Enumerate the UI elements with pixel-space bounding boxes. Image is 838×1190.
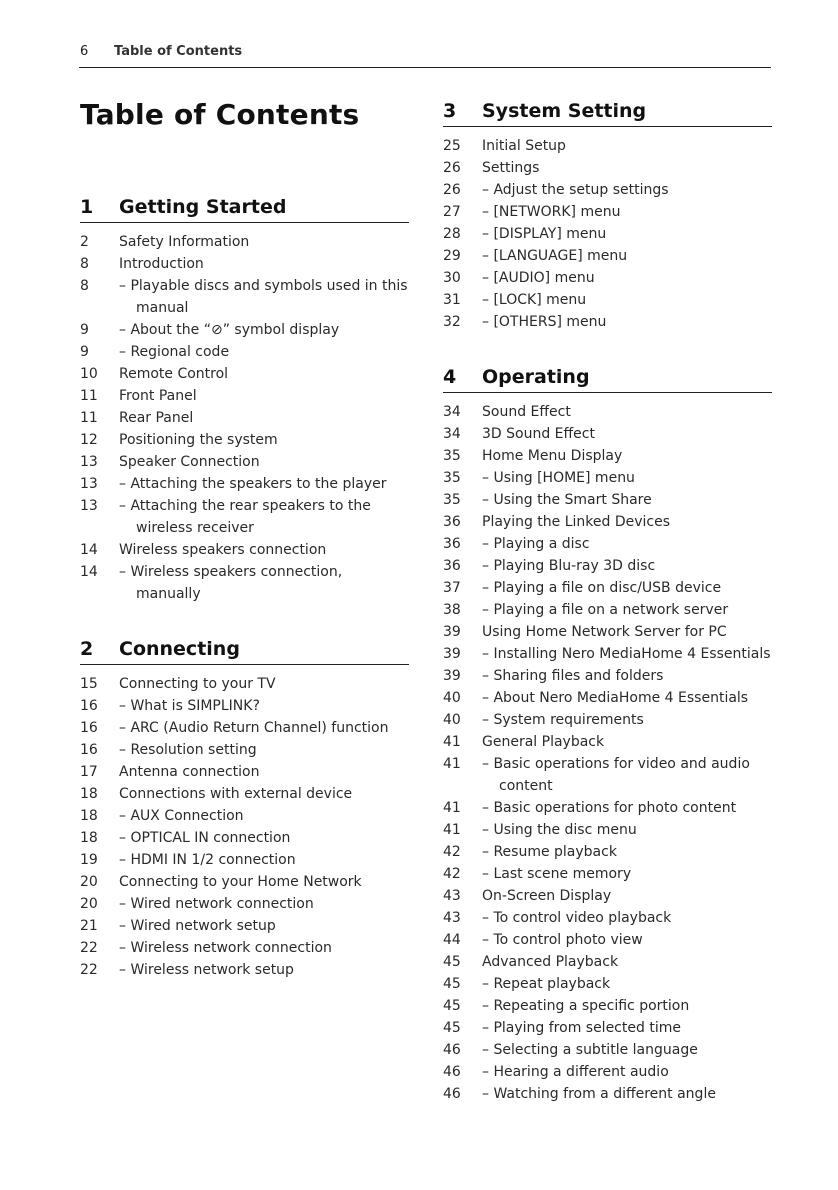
page-title: Table of Contents	[80, 98, 360, 131]
toc-entry-text: – Playing a file on a network server	[482, 602, 729, 618]
toc-entry-text: – Adjust the setup settings	[482, 182, 669, 198]
toc-entry-page: 37	[443, 580, 461, 596]
toc-entry-page: 39	[443, 668, 461, 684]
toc-entry-page: 18	[80, 786, 98, 802]
toc-entry-page: 27	[443, 204, 461, 220]
toc-entry-text: – To control photo view	[482, 932, 643, 948]
toc-entry-text: – Wireless speakers connection, manually	[119, 564, 343, 602]
toc-entry-page: 45	[443, 1020, 461, 1036]
toc-entry-text: – To control video playback	[482, 910, 672, 926]
toc-entry-text: – Wired network setup	[119, 918, 276, 934]
toc-entry-text: – Playing from selected time	[482, 1020, 681, 1036]
toc-entry	[443, 621, 772, 643]
toc-entry-text: Connecting to your TV	[119, 676, 276, 692]
section-title: Getting Started	[119, 196, 287, 218]
toc-entry-text: Playing the Linked Devices	[482, 514, 671, 530]
toc-entry-text: – Basic operations for video and audio content	[482, 756, 750, 794]
toc-entry-text: – Attaching the speakers to the player	[119, 476, 387, 492]
toc-entry-text: Advanced Playback	[482, 954, 619, 970]
toc-entry-text: – About the “⊘” symbol display	[119, 322, 340, 338]
toc-entry-text: – Watching from a different angle	[482, 1086, 716, 1102]
toc-entry-text: – Basic operations for photo content	[482, 800, 737, 816]
toc-entry	[443, 555, 772, 577]
toc-entry-page: 13	[80, 498, 98, 514]
toc-entry-text: – OPTICAL IN connection	[119, 830, 291, 846]
section-number: 3	[443, 100, 457, 122]
toc-entry	[443, 951, 772, 973]
toc-entry-text: Positioning the system	[119, 432, 278, 448]
section-heading	[443, 100, 772, 127]
toc-entry	[443, 797, 772, 819]
toc-entry-page: 41	[443, 756, 461, 772]
toc-entry	[80, 673, 409, 695]
toc-entry	[443, 489, 772, 511]
header-title: Table of Contents	[114, 44, 243, 59]
toc-entry-text: – HDMI IN 1/2 connection	[119, 852, 296, 868]
toc-entry-text: Front Panel	[119, 388, 197, 404]
toc-entry-page: 21	[80, 918, 98, 934]
toc-entry-page: 38	[443, 602, 461, 618]
toc-entry	[80, 495, 409, 539]
toc-entry-page: 46	[443, 1064, 461, 1080]
toc-entry-text: – Playing a file on disc/USB device	[482, 580, 722, 596]
toc-entry	[443, 819, 772, 841]
toc-entry-text: Using Home Network Server for PC	[482, 624, 727, 640]
toc-entry-text: – [DISPLAY] menu	[482, 226, 607, 242]
toc-entry-page: 36	[443, 558, 461, 574]
toc-entry-text: – Playable discs and symbols used in this manual	[119, 278, 408, 316]
toc-entry-page: 22	[80, 962, 98, 978]
section-heading	[80, 638, 409, 665]
toc-entry-text: – Playing Blu-ray 3D disc	[482, 558, 656, 574]
toc-entry-page: 16	[80, 720, 98, 736]
toc-entry-text: – Last scene memory	[482, 866, 632, 882]
toc-entry-page: 40	[443, 712, 461, 728]
toc-entries	[443, 135, 772, 333]
toc-entry-text: – Hearing a different audio	[482, 1064, 669, 1080]
toc-entry-text: Home Menu Display	[482, 448, 623, 464]
section-title: Connecting	[119, 638, 240, 660]
toc-entry	[443, 223, 772, 245]
toc-entry-page: 9	[80, 344, 89, 360]
toc-entry	[443, 665, 772, 687]
toc-entry	[443, 445, 772, 467]
toc-entry-page: 42	[443, 844, 461, 860]
toc-entry-text: – Wired network connection	[119, 896, 314, 912]
toc-entry-page: 22	[80, 940, 98, 956]
toc-entry	[443, 753, 772, 797]
section-heading	[80, 196, 409, 223]
toc-entry	[443, 423, 772, 445]
toc-entry-page: 20	[80, 896, 98, 912]
toc-entry-text: Antenna connection	[119, 764, 260, 780]
toc-entry-page: 43	[443, 888, 461, 904]
toc-entry-page: 46	[443, 1086, 461, 1102]
toc-entry-page: 19	[80, 852, 98, 868]
toc-entry-text: – [LOCK] menu	[482, 292, 587, 308]
toc-entry	[80, 849, 409, 871]
toc-entry-page: 39	[443, 624, 461, 640]
toc-entry-text: Rear Panel	[119, 410, 194, 426]
toc-entry	[443, 995, 772, 1017]
section-title: System Setting	[482, 100, 647, 122]
toc-entry	[80, 253, 409, 275]
toc-entry-text: – [OTHERS] menu	[482, 314, 607, 330]
toc-entry-page: 29	[443, 248, 461, 264]
toc-entry-text: – Attaching the rear speakers to the wireless receiver	[119, 498, 371, 536]
page-header	[79, 42, 771, 68]
toc-entry	[80, 871, 409, 893]
toc-entry-page: 25	[443, 138, 461, 154]
section-getting-started	[80, 196, 409, 605]
toc-entry	[443, 135, 772, 157]
toc-entry-page: 13	[80, 476, 98, 492]
toc-entry-page: 8	[80, 256, 89, 272]
toc-entry-page: 35	[443, 470, 461, 486]
toc-entry-text: – Resume playback	[482, 844, 617, 860]
toc-entry-text: – [LANGUAGE] menu	[482, 248, 628, 264]
toc-entry	[443, 157, 772, 179]
toc-entry-page: 13	[80, 454, 98, 470]
toc-entry-page: 45	[443, 976, 461, 992]
toc-entry	[80, 805, 409, 827]
toc-entry-text: – Repeat playback	[482, 976, 611, 992]
toc-entry	[443, 179, 772, 201]
toc-entry-page: 16	[80, 742, 98, 758]
section-title: Operating	[482, 366, 590, 388]
toc-entry-text: – Wireless network setup	[119, 962, 294, 978]
toc-entry	[443, 643, 772, 665]
toc-entry-text: – Using [HOME] menu	[482, 470, 635, 486]
toc-entry-page: 46	[443, 1042, 461, 1058]
toc-entry-text: Safety Information	[119, 234, 250, 250]
toc-entry	[80, 341, 409, 363]
toc-entry	[80, 231, 409, 253]
toc-entry-page: 30	[443, 270, 461, 286]
toc-entry	[443, 1061, 772, 1083]
toc-entry-text: Settings	[482, 160, 540, 176]
section-system-setting	[443, 100, 772, 333]
toc-entry-page: 26	[443, 182, 461, 198]
toc-entry-page: 45	[443, 998, 461, 1014]
section-number: 4	[443, 366, 457, 388]
toc-entry-page: 15	[80, 676, 98, 692]
toc-entry-text: Connecting to your Home Network	[119, 874, 362, 890]
toc-entry	[80, 319, 409, 341]
toc-entry-page: 39	[443, 646, 461, 662]
toc-entry-text: – Installing Nero MediaHome 4 Essentials	[482, 646, 771, 662]
section-operating	[443, 366, 772, 1105]
toc-entry-text: 3D Sound Effect	[482, 426, 595, 442]
toc-entry	[443, 973, 772, 995]
toc-entry-page: 17	[80, 764, 98, 780]
toc-entry-text: – System requirements	[482, 712, 644, 728]
toc-entry-text: – [AUDIO] menu	[482, 270, 595, 286]
toc-entry-page: 40	[443, 690, 461, 706]
toc-entry-text: On-Screen Display	[482, 888, 612, 904]
toc-entry-text: Speaker Connection	[119, 454, 260, 470]
toc-entry	[443, 201, 772, 223]
toc-entry	[443, 841, 772, 863]
section-heading	[443, 366, 772, 393]
toc-entry	[443, 1083, 772, 1105]
toc-entry	[80, 363, 409, 385]
toc-entry-page: 18	[80, 808, 98, 824]
toc-entry	[443, 289, 772, 311]
toc-entry	[443, 311, 772, 333]
toc-entry-page: 20	[80, 874, 98, 890]
toc-entry	[80, 275, 409, 319]
toc-entry	[443, 1017, 772, 1039]
toc-entry-text: – Repeating a specific portion	[482, 998, 690, 1014]
toc-entry-page: 9	[80, 322, 89, 338]
toc-entry-text: – What is SIMPLINK?	[119, 698, 260, 714]
toc-entry	[443, 863, 772, 885]
toc-entry	[443, 929, 772, 951]
toc-entry	[443, 885, 772, 907]
toc-entry-page: 35	[443, 492, 461, 508]
toc-entry	[80, 959, 409, 981]
toc-entry-page: 28	[443, 226, 461, 242]
toc-entry-text: – Sharing files and folders	[482, 668, 664, 684]
toc-entry-page: 42	[443, 866, 461, 882]
header-page-number: 6	[80, 44, 89, 59]
toc-entry	[80, 761, 409, 783]
toc-entry-text: General Playback	[482, 734, 605, 750]
toc-entry-text: – ARC (Audio Return Channel) function	[119, 720, 389, 736]
toc-entry-page: 26	[443, 160, 461, 176]
toc-entry-text: Remote Control	[119, 366, 229, 382]
toc-entry	[80, 893, 409, 915]
toc-entry-page: 41	[443, 734, 461, 750]
toc-entry	[80, 937, 409, 959]
toc-entry	[443, 401, 772, 423]
toc-entry-text: Introduction	[119, 256, 204, 272]
toc-entry	[443, 267, 772, 289]
toc-entry-page: 45	[443, 954, 461, 970]
toc-entry	[443, 687, 772, 709]
toc-entry-page: 2	[80, 234, 89, 250]
toc-entry-page: 41	[443, 800, 461, 816]
toc-entry	[443, 709, 772, 731]
toc-entry-text: Wireless speakers connection	[119, 542, 327, 558]
toc-entry-text: – Using the Smart Share	[482, 492, 652, 508]
toc-entry-text: Sound Effect	[482, 404, 571, 420]
toc-entry	[443, 599, 772, 621]
toc-entry-text: Initial Setup	[482, 138, 566, 154]
toc-entry-page: 41	[443, 822, 461, 838]
toc-entry-text: Connections with external device	[119, 786, 353, 802]
toc-entry	[80, 915, 409, 937]
toc-entry-page: 36	[443, 514, 461, 530]
toc-entry	[443, 467, 772, 489]
toc-entry-page: 36	[443, 536, 461, 552]
toc-entry	[80, 717, 409, 739]
toc-entry	[80, 783, 409, 805]
toc-entry	[80, 695, 409, 717]
toc-entry	[80, 429, 409, 451]
toc-entry	[80, 827, 409, 849]
toc-entry-text: – AUX Connection	[119, 808, 244, 824]
section-number: 1	[80, 196, 94, 218]
toc-entry-page: 11	[80, 410, 98, 426]
toc-entry-text: – Resolution setting	[119, 742, 257, 758]
toc-entry	[443, 907, 772, 929]
toc-entry	[80, 451, 409, 473]
toc-entry-page: 32	[443, 314, 461, 330]
toc-entry-page: 11	[80, 388, 98, 404]
toc-entry-page: 43	[443, 910, 461, 926]
toc-entry-text: – Wireless network connection	[119, 940, 332, 956]
toc-entry-text: – Using the disc menu	[482, 822, 637, 838]
toc-entry-page: 18	[80, 830, 98, 846]
toc-entries	[80, 231, 409, 605]
toc-entry-text: – [NETWORK] menu	[482, 204, 621, 220]
toc-entry	[80, 561, 409, 605]
toc-entry-text: – About Nero MediaHome 4 Essentials	[482, 690, 749, 706]
section-connecting	[80, 638, 409, 981]
toc-entry-page: 31	[443, 292, 461, 308]
toc-entry-text: – Regional code	[119, 344, 230, 360]
toc-entry	[443, 577, 772, 599]
toc-entry-page: 34	[443, 404, 461, 420]
toc-entry-page: 14	[80, 542, 98, 558]
toc-entry-page: 8	[80, 278, 89, 294]
toc-entry	[443, 245, 772, 267]
toc-entries	[443, 401, 772, 1105]
toc-entry	[80, 473, 409, 495]
toc-entry-text: – Playing a disc	[482, 536, 590, 552]
toc-entry	[443, 1039, 772, 1061]
toc-entry	[80, 539, 409, 561]
toc-entry	[80, 739, 409, 761]
toc-entry-page: 44	[443, 932, 461, 948]
toc-entry	[443, 511, 772, 533]
toc-entry-page: 35	[443, 448, 461, 464]
toc-entry-page: 12	[80, 432, 98, 448]
toc-entry-page: 10	[80, 366, 98, 382]
toc-entry	[80, 407, 409, 429]
toc-entry	[443, 731, 772, 753]
section-number: 2	[80, 638, 94, 660]
toc-entry	[443, 533, 772, 555]
toc-entry-page: 34	[443, 426, 461, 442]
toc-entry-page: 16	[80, 698, 98, 714]
toc-entry-page: 14	[80, 564, 98, 580]
toc-entries	[80, 673, 409, 981]
toc-entry-text: – Selecting a subtitle language	[482, 1042, 698, 1058]
toc-entry	[80, 385, 409, 407]
